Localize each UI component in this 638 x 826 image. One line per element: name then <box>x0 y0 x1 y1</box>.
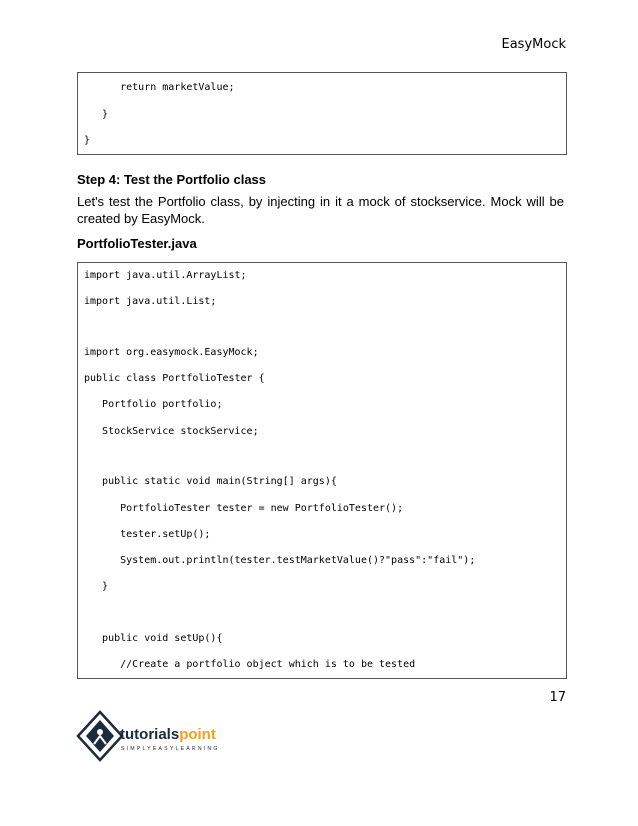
logo-emblem-figure-head <box>97 729 103 735</box>
code-line: } <box>84 135 91 146</box>
logo-wordmark: tutorialspoint <box>120 726 216 743</box>
step-heading: Step 4: Test the Portfolio class <box>77 172 267 187</box>
code-line: import org.easymock.EasyMock; <box>84 347 259 358</box>
code-line: Portfolio portfolio; <box>84 399 223 410</box>
page-number: 17 <box>549 690 566 705</box>
code-block-continued <box>77 72 567 155</box>
code-line: } <box>84 109 109 120</box>
running-header: EasyMock <box>501 37 566 52</box>
code-line: PortfolioTester tester = new PortfolioTester(); <box>84 503 404 514</box>
code-line: StockService stockService; <box>84 426 259 437</box>
code-line: } <box>84 581 109 592</box>
code-line: //Create a portfolio object which is to be tested <box>84 659 416 670</box>
code-line: import java.util.ArrayList; <box>84 270 247 281</box>
code-line: import java.util.List; <box>84 296 217 307</box>
code-line: return marketValue; <box>84 82 235 93</box>
file-name-heading: PortfolioTester.java <box>77 236 197 251</box>
code-line: public class PortfolioTester { <box>84 373 265 384</box>
tutorialspoint-logo <box>76 708 246 764</box>
code-line: System.out.println(tester.testMarketValue()?"pass":"fail"); <box>84 555 476 566</box>
step-description: Let's test the Portfolio class, by injecting in it a mock of stockservice. Mock will be created by EasyMock. <box>77 194 564 226</box>
code-block-portfolio-tester <box>77 262 567 679</box>
code-line: public static void main(String[] args){ <box>84 476 337 487</box>
code-line: tester.setUp(); <box>84 529 211 540</box>
code-line: public void setUp(){ <box>84 633 223 644</box>
logo-tagline: SIMPLYEASYLEARNING <box>121 746 220 752</box>
